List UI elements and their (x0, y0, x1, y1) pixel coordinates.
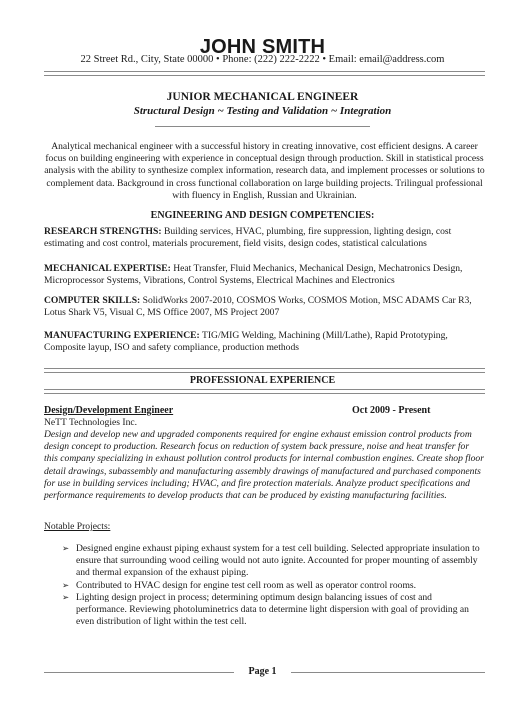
list-item (62, 543, 480, 580)
contact-line: 22 Street Rd., City, State 00000 • Phone: (222) 222-2222 • Email: email@address.com (80, 54, 445, 65)
experience-top-divider (44, 368, 485, 373)
arrow-bullet-icon: ➢ (62, 580, 70, 591)
competency-computer (44, 295, 485, 319)
job-headline: JUNIOR MECHANICAL ENGINEER (166, 91, 359, 103)
job-subheadline: Structural Design ~ Testing and Validation ~ Integration (133, 105, 392, 117)
list-item (62, 580, 480, 592)
page-number: Page 1 (248, 666, 277, 677)
competency-research (44, 226, 485, 250)
competencies-heading: ENGINEERING AND DESIGN COMPETENCIES: (150, 210, 375, 221)
competency-text: Building services, HVAC, plumbing, fire suppression, lighting design, cost estimating and cost control, materials procurement, field visits, design codes, statistical calculations (44, 226, 452, 250)
competency-label: RESEARCH STRENGTHS: (44, 226, 162, 237)
job-dates: Oct 2009 - Present (352, 405, 431, 416)
project-text: Contributed to HVAC design for engine test cell room as well as operator control rooms. (76, 579, 417, 591)
competency-text: SolidWorks 2007-2010, COSMOS Works, COSMOS Motion, MSC ADAMS Car R3, Lotus Shark V5, Visual C, MS Office 2007, MS Project 2007 (44, 295, 472, 319)
experience-bottom-divider (44, 389, 485, 394)
arrow-bullet-icon: ➢ (62, 544, 70, 554)
competency-manufacturing (44, 330, 485, 354)
experience-heading: PROFESSIONAL EXPERIENCE (189, 375, 336, 386)
arrow-bullet-icon: ➢ (62, 592, 70, 603)
competency-label: COMPUTER SKILLS: (44, 295, 141, 306)
notable-projects-heading: Notable Projects: (44, 521, 111, 532)
job-title: Design/Development Engineer (44, 405, 174, 416)
footer-divider-right (291, 672, 485, 673)
header-divider (44, 71, 485, 76)
project-text: Lighting design project in process; determining optimum design balancing issues of cost and performance. Reviewing photoluminetrics data to determine light dispersion with goal of providing an even distribution of light within the test cell. (76, 591, 469, 628)
projects-list (62, 543, 480, 628)
list-item (62, 592, 480, 629)
job-description: Design and develop new and upgraded components required for engine exhaust emission control products from design concept to production. Research focus on reduction of system back pressure, noise and heat transfer for this company specializing in exhaust pollution control products for internal combustion engines. Create shop floor detail drawings, subassembly and manufacturing assembly drawings of manufactured and purchased components for use in building services including; HVAC, and fire protection materials. Analyze product specifications and performance requirements to develop products that can be produced by existing manufacturing facilities. (44, 429, 484, 502)
competency-label: MANUFACTURING EXPERIENCE: (44, 330, 200, 341)
candidate-name: JOHN SMITH (199, 36, 326, 58)
project-text: Designed engine exhaust piping exhaust system for a test cell building. Selected appropriate insulation to ensure that surrounding wood ceiling would not auto ignite. Accounted for proper mounting of assembly and thermal expansion of the exhaust piping. (76, 543, 480, 579)
company-name: NeTT Technologies Inc. (44, 417, 138, 428)
competency-text: Heat Transfer, Fluid Mechanics, Mechanical Design, Mechatronics Design, Microprocessor Systems, Vibrations, Control Systems, Electrical Machines and Electronics (44, 263, 463, 287)
summary-paragraph: Analytical mechanical engineer with a successful history in creating innovative, cost efficient designs. A career focus on building engineering with experience in conceptual design through production. Skill in statistical process analysis with the ability to synthesize complex information, research data, and implement processes or solutions to complement data. Background in cross functional collaboration on large building projects. Trilingual professional with fluency in English, Russian and Ukrainian. (44, 141, 485, 201)
competency-label: MECHANICAL EXPERTISE: (44, 263, 171, 274)
competency-text: TIG/MIG Welding, Machining (Mill/Lathe), Rapid Prototyping, Composite layup, ISO and safety compliance, production methods (44, 330, 448, 354)
competency-mechanical (44, 263, 485, 287)
headline-divider (155, 126, 370, 127)
